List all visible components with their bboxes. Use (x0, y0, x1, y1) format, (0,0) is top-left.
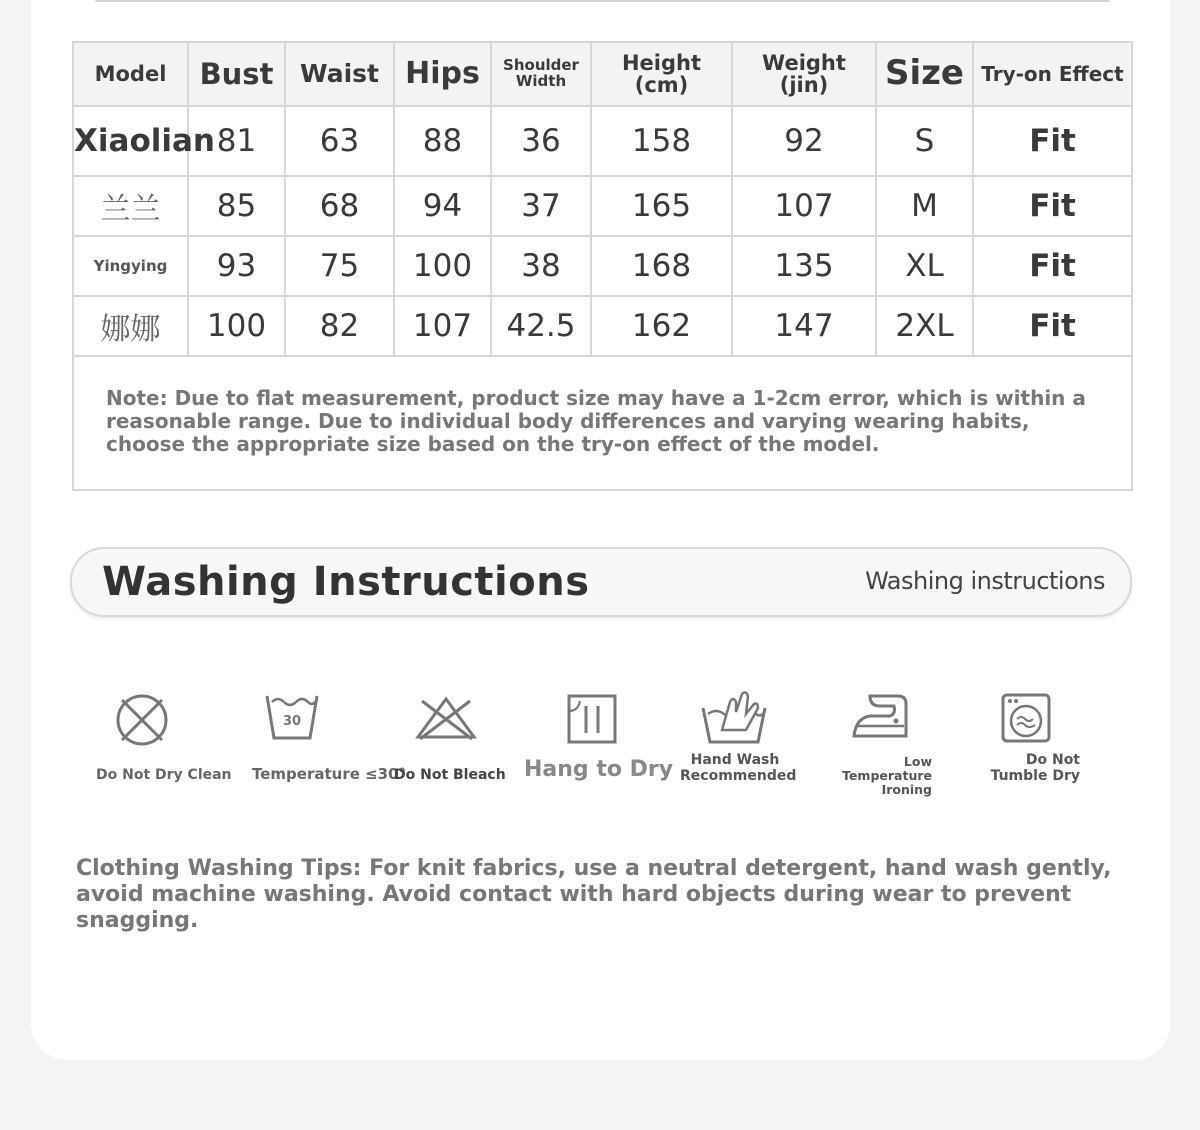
table-row (73, 236, 1132, 296)
cell-hips: 88 (394, 106, 491, 176)
cell-effect: Fit (973, 236, 1132, 296)
no-tumble-dry-icon (1000, 692, 1052, 744)
table-header-row (73, 42, 1132, 106)
cell-effect: Fit (973, 296, 1132, 356)
cell-bust: 93 (188, 236, 285, 296)
header-size: Size (876, 42, 973, 106)
care-item-wash-30 (264, 690, 320, 742)
care-item-no-tumble-dry (1000, 692, 1052, 744)
wash-temp-text: 30 (282, 714, 302, 729)
cell-size: M (876, 176, 973, 236)
care-label-wrap (820, 755, 932, 797)
cell-hips: 94 (394, 176, 491, 236)
wash-30-icon (264, 690, 320, 742)
cell-waist: 63 (285, 106, 394, 176)
cell-model: 兰兰 (73, 176, 188, 236)
cell-model: Yingying (73, 236, 188, 296)
header-hips: Hips (394, 42, 491, 106)
care-label: Hand Wash Recommended (680, 752, 797, 784)
cell-model: Xiaolian (73, 106, 188, 176)
washing-subtitle: Washing instructions (865, 567, 1105, 595)
care-label-wrap (394, 764, 506, 783)
care-label-wrap (252, 764, 406, 783)
care-item-hang-dry (566, 693, 618, 745)
cell-hips: 100 (394, 236, 491, 296)
care-label-wrap (96, 764, 232, 783)
hang-dry-icon (566, 693, 618, 745)
cell-size: S (876, 106, 973, 176)
table-row (73, 296, 1132, 356)
table-row (73, 106, 1132, 176)
size-chart-table (72, 41, 1133, 491)
size-note: Note: Due to flat measurement, product size may have a 1-2cm error, which is within a reasonable range. Due to individual body differences and varying wearing habits, choose the appropriate size based on the try-on effect of the model. (73, 356, 1132, 490)
care-item-hand-wash (700, 688, 768, 746)
care-label: Do Not Tumble Dry (990, 752, 1080, 784)
cell-shoulder: 42.5 (491, 296, 591, 356)
hand-wash-icon (700, 688, 768, 746)
header-shoulder-width: Shoulder Width (491, 42, 591, 106)
no-bleach-icon (414, 695, 478, 741)
care-label: Low Temperature Ironing (842, 754, 932, 797)
cell-bust: 100 (188, 296, 285, 356)
cell-size: XL (876, 236, 973, 296)
no-dry-clean-icon (114, 692, 170, 748)
top-divider (95, 0, 1110, 2)
cell-weight: 135 (732, 236, 876, 296)
cell-weight: 107 (732, 176, 876, 236)
header-weight: Weight (jin) (732, 42, 876, 106)
washing-title: Washing Instructions (102, 559, 590, 605)
header-height: Height (cm) (591, 42, 732, 106)
cell-effect: Fit (973, 106, 1132, 176)
care-item-no-bleach (414, 695, 478, 741)
cell-height: 162 (591, 296, 732, 356)
care-label-wrap (524, 757, 673, 782)
care-item-low-iron (850, 692, 910, 742)
table-note-row (73, 356, 1132, 490)
cell-shoulder: 36 (491, 106, 591, 176)
cell-effect: Fit (973, 176, 1132, 236)
care-label: Do Not Bleach (394, 767, 506, 783)
cell-bust: 81 (188, 106, 285, 176)
care-label: Hang to Dry (524, 757, 674, 782)
header-try-on-effect: Try-on Effect (973, 42, 1132, 106)
care-label: Temperature ≤30° (252, 765, 407, 783)
table-row (73, 176, 1132, 236)
cell-waist: 82 (285, 296, 394, 356)
cell-bust: 85 (188, 176, 285, 236)
cell-waist: 68 (285, 176, 394, 236)
cell-model: 娜娜 (73, 296, 188, 356)
cell-weight: 147 (732, 296, 876, 356)
cell-hips: 107 (394, 296, 491, 356)
header-model: Model (73, 42, 188, 106)
cell-height: 158 (591, 106, 732, 176)
care-label-wrap (966, 752, 1080, 784)
cell-shoulder: 37 (491, 176, 591, 236)
cell-size: 2XL (876, 296, 973, 356)
cell-height: 165 (591, 176, 732, 236)
care-label: Do Not Dry Clean (96, 767, 232, 783)
care-item-no-dry-clean (114, 692, 170, 748)
cell-shoulder: 38 (491, 236, 591, 296)
washing-instructions-banner (70, 547, 1132, 617)
washing-tips: Clothing Washing Tips: For knit fabrics, use a neutral detergent, hand wash gently, avoid machine washing. Avoid contact with hard objects during wear to prevent snagging. (76, 856, 1112, 933)
header-bust: Bust (188, 42, 285, 106)
cell-weight: 92 (732, 106, 876, 176)
low-iron-icon (850, 692, 910, 742)
cell-height: 168 (591, 236, 732, 296)
cell-waist: 75 (285, 236, 394, 296)
header-waist: Waist (285, 42, 394, 106)
care-label-wrap (680, 752, 797, 784)
